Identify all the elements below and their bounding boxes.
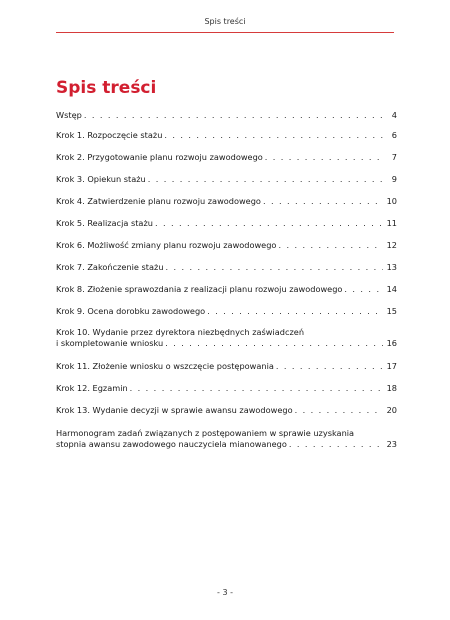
toc-entry-step-7[interactable] [56,262,397,273]
leader-dots [165,338,383,349]
leader-dots [265,152,383,163]
page-number: - 3 - [217,588,233,597]
leader-dots [289,439,383,450]
toc-entry-text: Krok 8. Złożenie sprawozdania z realizacji planu rozwoju zawodowego [56,284,343,294]
toc-entry-text-line1: Krok 10. Wydanie przez dyrektora niezbędnych zaświadczeń [56,327,305,337]
toc-entry-step-1[interactable] [56,130,397,141]
toc-entry-text: Wstęp [56,110,82,120]
toc-entry-step-2[interactable] [56,152,397,163]
toc-entry-text: Krok 6. Możliwość zmiany planu rozwoju zawodowego [56,240,277,250]
toc-entry-step-9[interactable] [56,306,397,317]
toc-entry-text-line1: Harmonogram zadań związanych z postępowaniem w sprawie uzyskania [56,428,355,438]
toc-entry-page: 16 [386,338,397,348]
toc-entry-intro[interactable] [56,110,397,121]
leader-dots [130,383,383,394]
toc-entry-page: 12 [386,240,397,250]
leader-dots [166,262,383,273]
toc-entry-page: 13 [386,262,397,272]
leader-dots [207,306,383,317]
toc-entry-text: i skompletowanie wniosku [56,338,164,348]
toc-entry-page: 23 [386,439,397,449]
leader-dots [148,174,383,185]
toc-entry-step-8[interactable] [56,284,397,295]
toc-entry-text: Krok 13. Wydanie decyzji w sprawie awansu zawodowego [56,405,293,415]
running-header [56,17,394,33]
toc-entry-page: 10 [386,196,397,206]
toc-entry-step-5[interactable] [56,218,397,229]
toc-entry-step-12[interactable] [56,383,397,394]
toc-entry-page: 18 [386,383,397,393]
toc-entry-page: 11 [386,218,397,228]
toc-title: Spis treści [56,78,157,98]
toc-entry-page: 7 [391,152,397,162]
leader-dots [278,240,383,251]
toc-entry-step-13[interactable] [56,405,397,416]
toc-entry-page: 20 [386,405,397,415]
toc-entry-text: Krok 12. Egzamin [56,383,128,393]
toc-entry-text: Krok 2. Przygotowanie planu rozwoju zawodowego [56,152,263,162]
toc-entry-step-6[interactable] [56,240,397,251]
toc-entry-step-10[interactable] [56,327,397,349]
leader-dots [84,110,383,121]
toc-entry-text: Krok 3. Opiekun stażu [56,174,146,184]
toc-entry-text: stopnia awansu zawodowego nauczyciela mianowanego [56,439,287,449]
leader-dots [155,218,383,229]
toc-entry-text: Krok 1. Rozpoczęcie stażu [56,130,163,140]
toc-entry-page: 15 [386,306,397,316]
toc-entry-step-11[interactable] [56,361,397,372]
toc-entry-page: 6 [391,130,397,140]
running-header-title: Spis treści [204,17,246,26]
toc-entry-step-3[interactable] [56,174,397,185]
toc-entry-text: Krok 11. Złożenie wniosku o wszczęcie postępowania [56,361,274,371]
leader-dots [344,284,383,295]
toc-entry-page: 9 [391,174,397,184]
toc-entry-text: Krok 5. Realizacja stażu [56,218,153,228]
leader-dots [263,196,383,207]
toc-entry-schedule[interactable] [56,428,397,450]
leader-dots [295,405,383,416]
toc-entry-text: Krok 9. Ocena dorobku zawodowego [56,306,206,316]
toc-entry-page: 4 [391,110,397,120]
toc-entry-text: Krok 4. Zatwierdzenie planu rozwoju zawodowego [56,196,261,206]
toc-entry-text: Krok 7. Zakończenie stażu [56,262,164,272]
toc-entry-page: 17 [386,361,397,371]
toc-entry-page: 14 [386,284,397,294]
leader-dots [164,130,383,141]
toc-entry-step-4[interactable] [56,196,397,207]
leader-dots [276,361,383,372]
